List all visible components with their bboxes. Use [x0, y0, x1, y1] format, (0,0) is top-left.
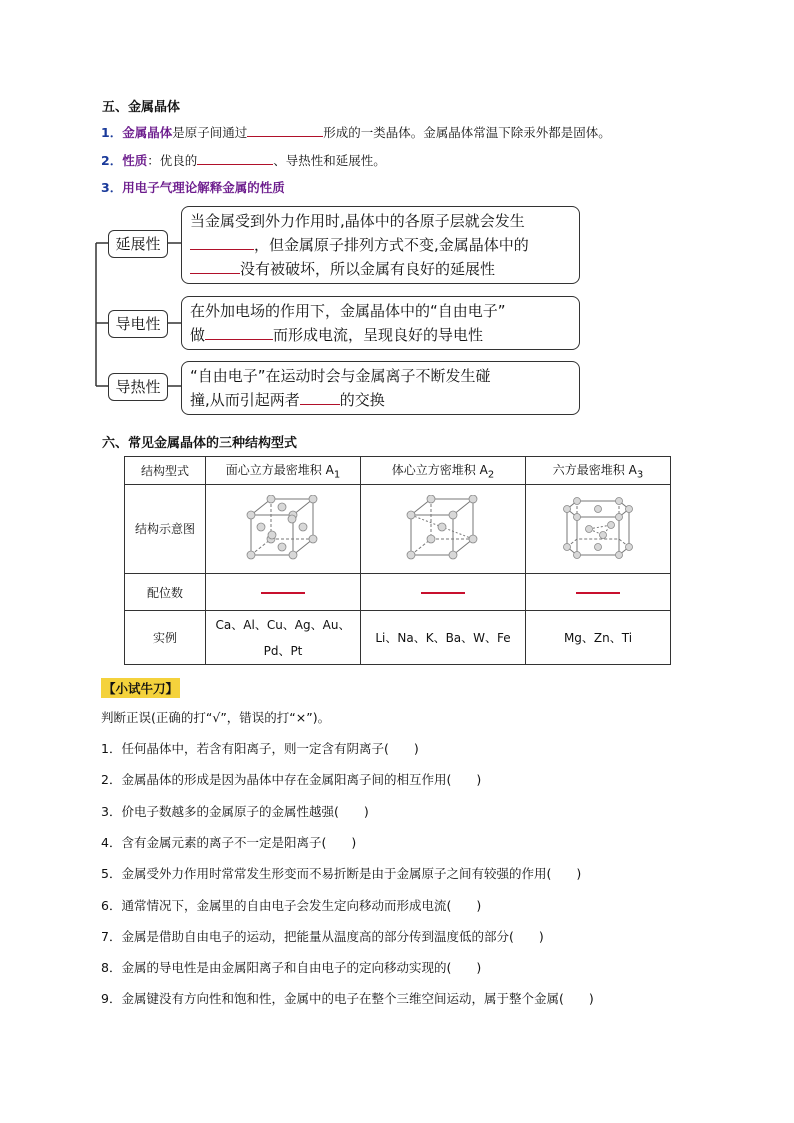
mechanism-box-conductivity: [181, 296, 580, 350]
item-1-term: 金属晶体: [122, 125, 173, 140]
question-item: 6．通常情况下，金属里的自由电子会发生定向移动而形成电流( ): [101, 898, 482, 913]
question-item: 4．含有金属元素的离子不一定是阳离子( ): [101, 835, 357, 850]
fill-blank[interactable]: [190, 257, 240, 274]
mechanism-text: 在外加电场的作用下，金属晶体中的“自由电子”: [190, 302, 506, 320]
table-row: [125, 611, 671, 665]
hcp-lattice-diagram: [563, 493, 633, 563]
bcc-diagram-cell: [361, 485, 526, 574]
row-label: 结构型式: [125, 457, 206, 485]
mechanism-label-conductivity: 导电性: [108, 310, 168, 338]
mechanism-text: 没有被破坏，所以金属有良好的延展性: [240, 260, 496, 278]
question-item: 8．金属的导电性是由金属阳离子和自由电子的定向移动实现的( ): [101, 960, 482, 975]
mechanism-text: 撞,从而引起两者: [190, 391, 300, 409]
mechanism-text: ，但金属原子排列方式不变,金属晶体中的: [254, 236, 529, 254]
coordination-cell: [206, 574, 361, 611]
question-item: 7．金属是借助自由电子的运动，把能量从温度高的部分传到温度低的部分( ): [101, 929, 544, 944]
item-3-term: 用电子气理论解释金属的性质: [122, 180, 285, 195]
practice-instruction: 判断正误(正确的打“√”，错误的打“×”)。: [101, 710, 331, 725]
mechanism-text: 做: [190, 326, 206, 344]
item-1-number: 1．: [101, 125, 123, 140]
mechanism-text: 当金属受到外力作用时,晶体中的各原子层就会发生: [190, 212, 525, 230]
fill-blank[interactable]: [421, 592, 465, 594]
item-2-pre: ：优良的: [147, 153, 198, 168]
coordination-cell: [361, 574, 526, 611]
row-label: 结构示意图: [125, 485, 206, 574]
fill-blank[interactable]: [300, 388, 340, 405]
mechanism-text: 而形成电流，呈现良好的导电性: [273, 326, 484, 344]
fill-blank[interactable]: [261, 592, 305, 594]
question-item: 3．价电子数越多的金属原子的金属性越强( ): [101, 804, 369, 819]
fcc-diagram-cell: [206, 485, 361, 574]
mechanism-box-ductility: [181, 206, 580, 284]
coordination-cell: [526, 574, 671, 611]
question-item: 1．任何晶体中，若含有阳离子，则一定含有阴离子( ): [101, 741, 419, 756]
question-item: 5．金属受外力作用时常常发生形变而不易折断是由于金属原子之间有较强的作用( ): [101, 866, 582, 881]
question-item: 2．金属晶体的形成是因为晶体中存在金属阳离子间的相互作用( ): [101, 772, 482, 787]
table-row: [125, 457, 671, 485]
mechanism-text: “自由电子”在运动时会与金属离子不断发生碰: [190, 367, 491, 385]
question-item: 9．金属键没有方向性和饱和性，金属中的电子在整个三维空间运动，属于整个金属( ): [101, 991, 594, 1006]
fcc-lattice-diagram: [243, 495, 323, 561]
structure-table: [124, 456, 671, 665]
item-1-pre: 是原子间通过: [172, 125, 248, 140]
column-header: 面心立方最密堆积 $A_1$: [206, 457, 361, 485]
mechanism-box-heat: [181, 361, 580, 415]
row-label: 实例: [125, 611, 206, 665]
table-row: [125, 574, 671, 611]
table-row: [125, 485, 671, 574]
row-label: 配位数: [125, 574, 206, 611]
mechanism-text: 的交换: [339, 391, 385, 409]
examples-cell: Mg、Zn、Ti: [526, 611, 671, 665]
section-6-title: 六、常见金属晶体的三种结构型式: [102, 436, 298, 451]
column-header: 六方最密堆积 $A_3$: [526, 457, 671, 485]
mechanism-label-ductility: 延展性: [108, 230, 168, 258]
item-2-term: 性质: [122, 153, 148, 168]
hcp-diagram-cell: [526, 485, 671, 574]
fill-blank[interactable]: [205, 323, 273, 340]
practice-tag: 【小试牛刀】: [101, 678, 180, 698]
item-3-number: 3．: [101, 180, 123, 195]
item-1-post: 形成的一类晶体。金属晶体常温下除汞外都是固体。: [323, 125, 611, 140]
item-2-post: 、导热性和延展性。: [273, 153, 386, 168]
examples-cell: Ca、Al、Cu、Ag、Au、 Pd、Pt: [206, 611, 361, 665]
fill-blank[interactable]: [190, 233, 254, 250]
examples-cell: Li、Na、K、Ba、W、Fe: [361, 611, 526, 665]
column-header: 体心立方密堆积 $A_2$: [361, 457, 526, 485]
section-5-title: 五、金属晶体: [102, 100, 181, 115]
item-2-number: 2．: [101, 153, 123, 168]
fill-blank[interactable]: [576, 592, 620, 594]
bcc-lattice-diagram: [403, 495, 483, 561]
mechanism-label-heat: 导热性: [108, 373, 168, 401]
